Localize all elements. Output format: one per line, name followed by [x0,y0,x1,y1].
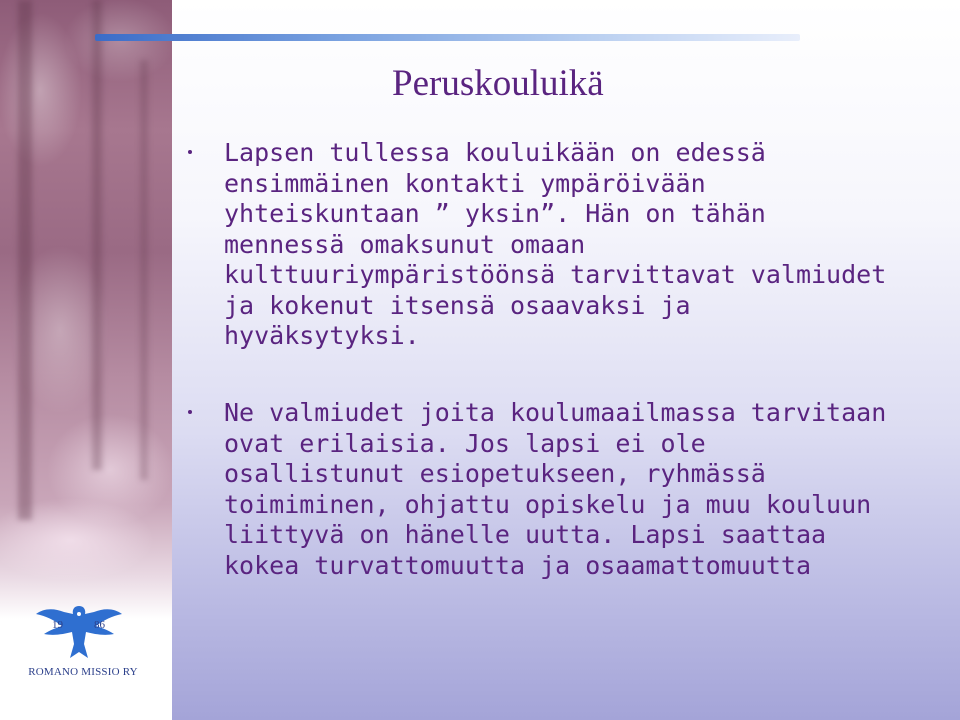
bullet-line: yhteiskuntaan ” yksin”. Hän on tähän [224,199,766,228]
eagle-logo-icon [34,600,124,662]
bullet-line: ja kokenut itsensä osaavaksi ja [224,290,691,320]
bullet-line: kokea turvattomuutta ja osaamattomuutta [224,550,811,580]
bullet-line: liittyvä on hänelle uutta. Lapsi saattaa [224,520,827,549]
bullet-line: ensimmäinen kontakti ympäröivään [224,168,706,198]
decorative-top-bar [95,34,800,41]
logo-year-left: 19 [52,619,63,631]
romano-missio-logo [18,600,148,690]
bullet-line: osallistunut esiopetukseen, ryhmässä [224,459,766,488]
bullet-text [224,398,948,581]
bullet-item [188,398,948,581]
tree-shape [92,0,102,470]
bullet-dot-icon [188,150,192,154]
bullet-line: toimiminen, ohjattu opiskelu ja muu kouluun [224,489,872,519]
logo-name: ROMANO MISSIO RY [28,666,138,678]
tree-shape [18,0,32,520]
bullet-dot-icon [188,410,192,414]
side-photo-panel [0,0,172,720]
bullet-line: Ne valmiudet joita koulumaailmassa tarvitaan [224,398,887,427]
bullet-line: kulttuuriympäristöönsä tarvittavat valmiudet [224,260,887,289]
logo-year-right: 86 [94,619,105,631]
bullet-item [188,138,948,352]
bullet-line: Lapsen tullessa kouluikään on edessä [224,138,766,167]
bullet-line: mennessä omaksunut omaan [224,229,586,259]
bullet-line: hyväksytyksi. [224,321,420,350]
bullet-line: ovat erilaisia. Jos lapsi ei ole [224,428,706,458]
tree-shape [140,60,148,480]
slide-title: Peruskouluikä [392,63,604,104]
bullet-text [224,138,948,352]
